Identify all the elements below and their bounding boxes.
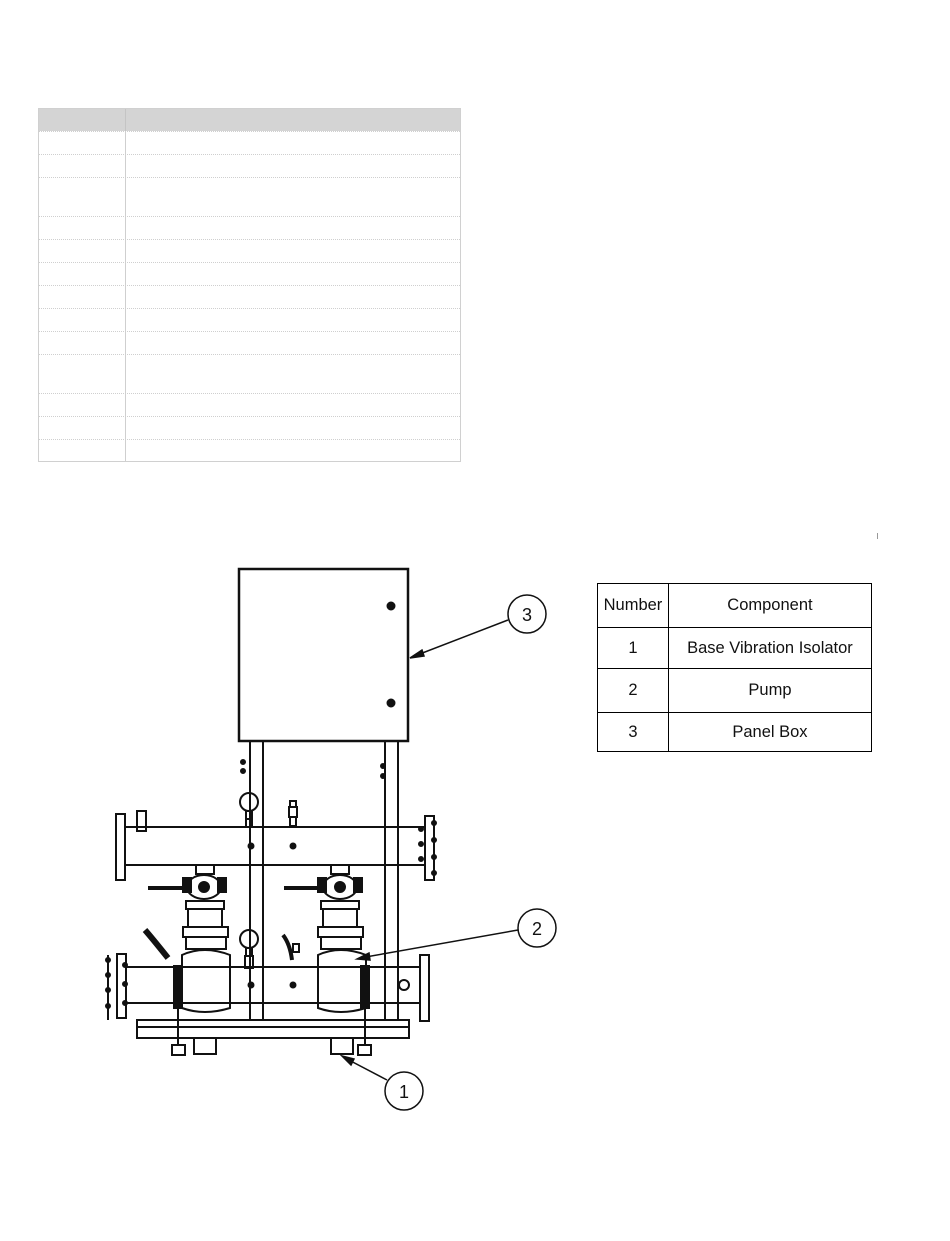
callout-label-3: 3	[521, 605, 533, 625]
legend-row	[598, 628, 872, 669]
legend-header-number: Number	[598, 584, 669, 628]
legend-row	[598, 713, 872, 752]
legend-cell-number: 2	[598, 669, 669, 713]
left-pump-assembly	[145, 865, 230, 1012]
legend-cell-number: 3	[598, 713, 669, 752]
legend-cell-component: Panel Box	[668, 713, 871, 752]
legend-cell-component: Pump	[668, 669, 871, 713]
lower-manifold	[106, 954, 429, 1045]
callout-label-1: 1	[398, 1082, 410, 1102]
callout-label-2: 2	[531, 919, 543, 939]
right-pump-assembly	[284, 865, 366, 1012]
component-legend-table	[597, 583, 872, 752]
upper-manifold	[116, 811, 436, 880]
pressure-gauge	[240, 793, 297, 827]
legend-cell-component: Base Vibration Isolator	[668, 628, 871, 669]
legend-header-row	[598, 584, 872, 628]
legend-cell-number: 1	[598, 628, 669, 669]
panel-box	[239, 569, 408, 741]
middle-pressure-gauge	[240, 930, 299, 968]
legend-row	[598, 669, 872, 713]
legend-header-component: Component	[668, 584, 871, 628]
